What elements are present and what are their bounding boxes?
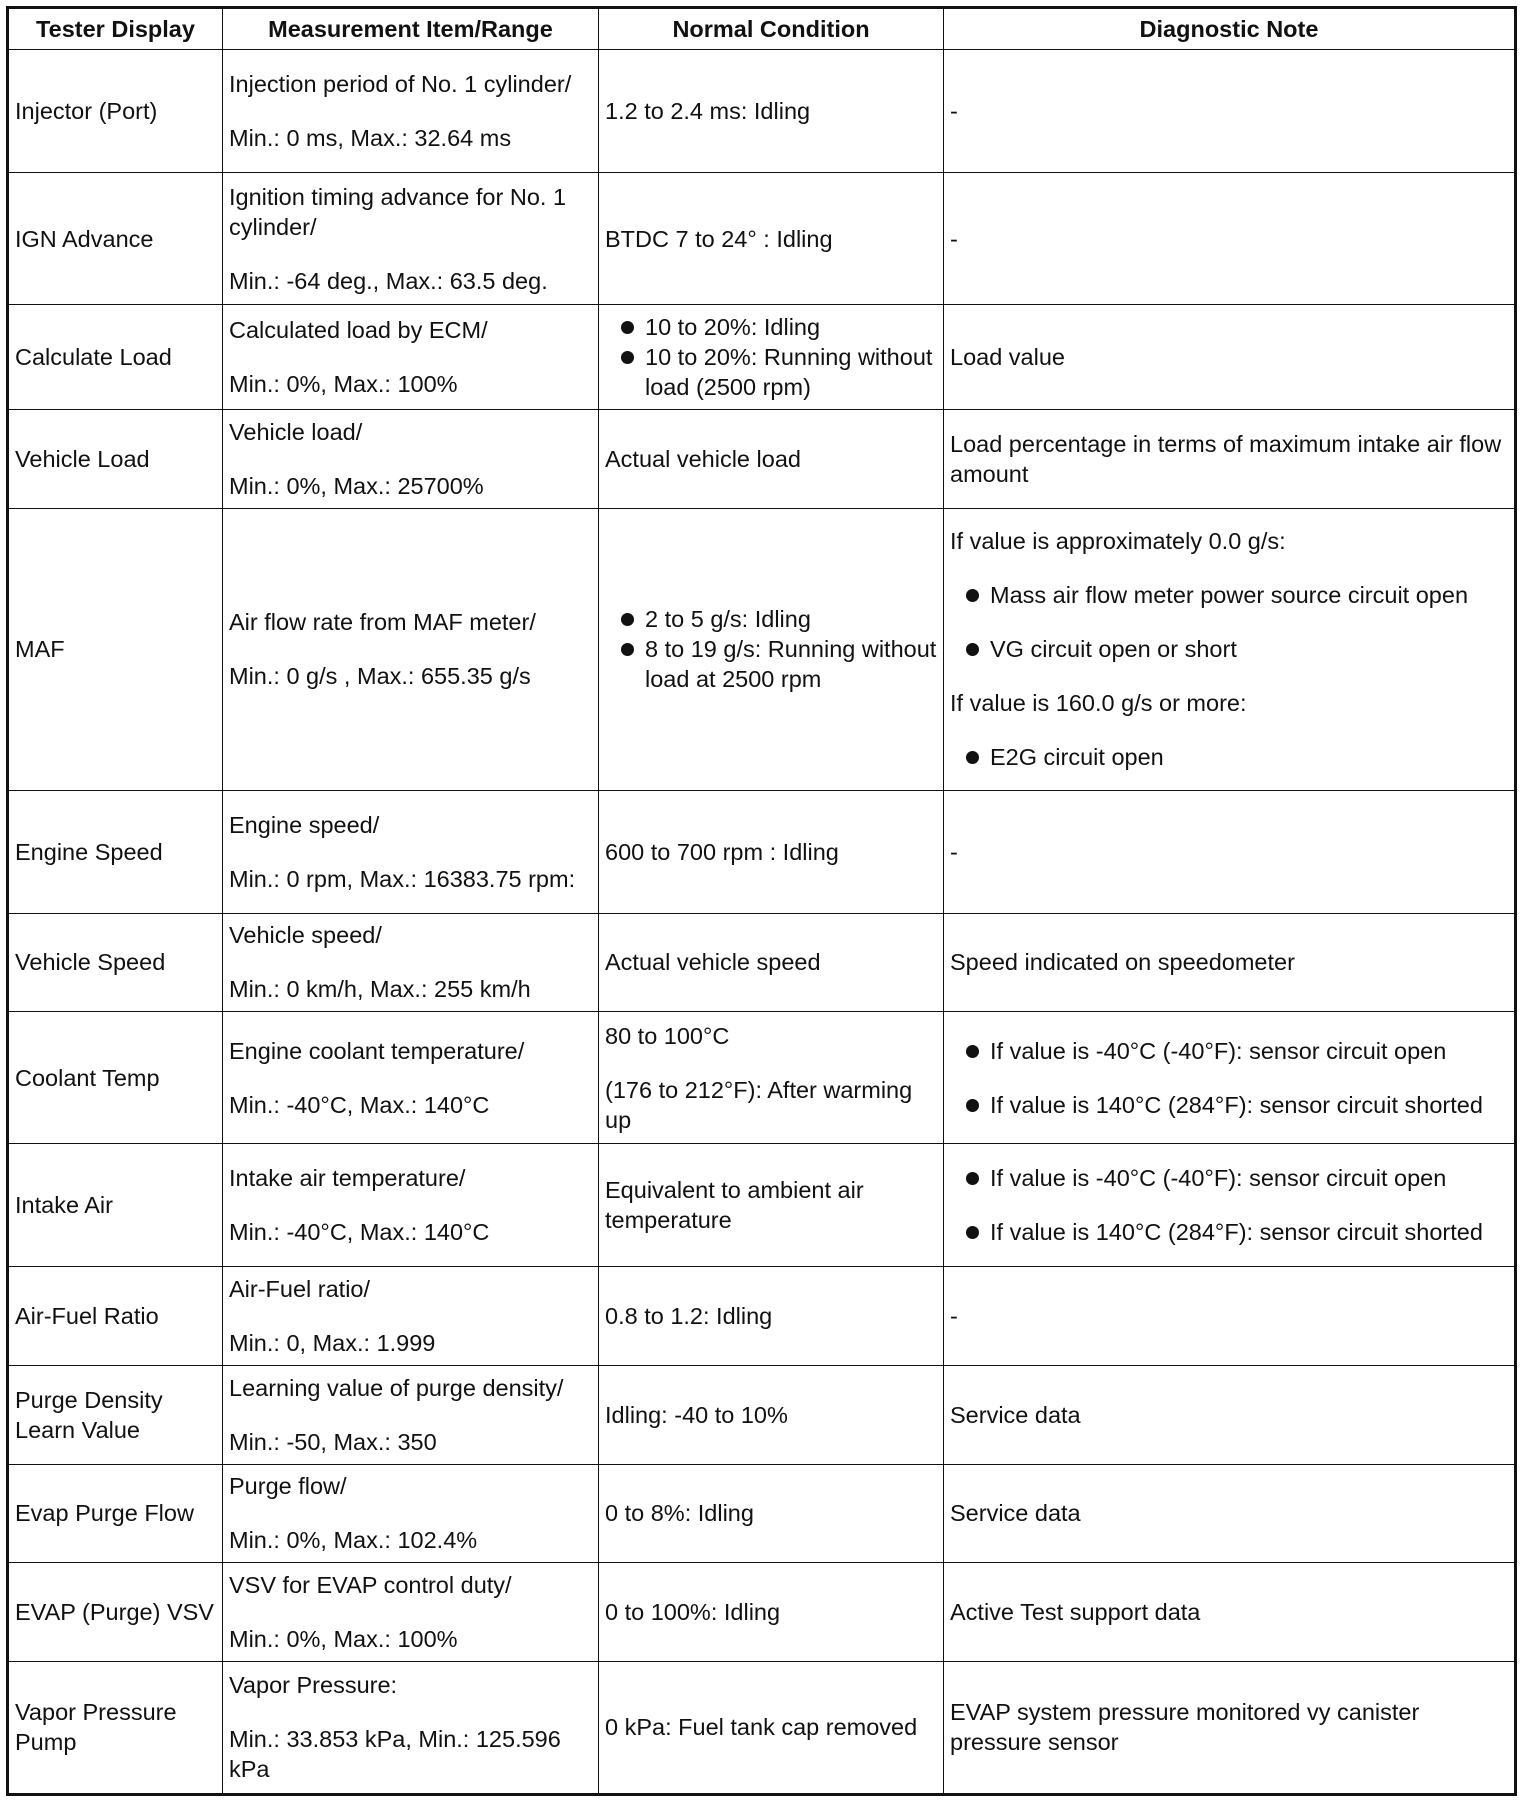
cell-measurement-item	[223, 1267, 599, 1366]
measurement-range: Min.: 0 g/s , Max.: 655.35 g/s	[229, 663, 531, 690]
normal-condition-item: 2 to 5 g/s: Idling	[605, 604, 937, 634]
measurement-range: Min.: 0 km/h, Max.: 255 km/h	[229, 976, 531, 1003]
cell-tester-display: IGN Advance	[8, 173, 223, 305]
cell-normal-condition	[599, 410, 944, 509]
measurement-item: Intake air temperature/	[229, 1165, 466, 1192]
measurement-item: Engine speed/	[229, 811, 380, 838]
cell-tester-display: Injector (Port)	[8, 50, 223, 173]
measurement-item: Purge flow/	[229, 1473, 347, 1500]
note-item: If value is -40°C (-40°F): sensor circuit open	[950, 1163, 1508, 1193]
measurement-item: VSV for EVAP control duty/	[229, 1572, 512, 1598]
normal-condition-text: 0 kPa: Fuel tank cap removed	[605, 1714, 918, 1741]
cell-measurement-item	[223, 173, 599, 305]
measurement-range: Min.: 0%, Max.: 25700%	[229, 473, 484, 500]
cell-measurement-item	[223, 1012, 599, 1144]
measurement-range: Min.: -40°C, Max.: 140°C	[229, 1219, 490, 1246]
table-row	[8, 790, 1516, 913]
cell-tester-display: Calculate Load	[8, 304, 223, 409]
table-row	[8, 1563, 1516, 1662]
normal-condition-text: Actual vehicle speed	[605, 949, 821, 976]
normal-condition-list	[605, 604, 937, 694]
cell-diagnostic-note: -	[944, 1267, 1516, 1366]
cell-diagnostic-note: Load percentage in terms of maximum intake air flow amount	[944, 410, 1516, 509]
cell-tester-display: Coolant Temp	[8, 1012, 223, 1144]
normal-condition-text: 80 to 100°C	[605, 1022, 730, 1049]
cell-tester-display: Vehicle Speed	[8, 913, 223, 1012]
cell-measurement-item	[223, 410, 599, 509]
note-list	[950, 1036, 1508, 1120]
cell-tester-display: MAF	[8, 508, 223, 790]
measurement-range: Min.: 0%, Max.: 100%	[229, 371, 458, 398]
note-item: If value is 140°C (284°F): sensor circuit shorted	[950, 1090, 1508, 1120]
measurement-range: Min.: 0 rpm, Max.: 16383.75 rpm:	[229, 865, 576, 892]
note-condition: If value is 160.0 g/s or more:	[950, 690, 1247, 717]
normal-condition-list	[605, 312, 937, 402]
tester-data-table	[6, 6, 1517, 1796]
cell-measurement-item	[223, 50, 599, 173]
header-row	[8, 8, 1516, 50]
cell-measurement-item	[223, 790, 599, 913]
measurement-item: Learning value of purge density/	[229, 1374, 564, 1401]
cell-normal-condition	[599, 913, 944, 1012]
cell-normal-condition	[599, 304, 944, 409]
measurement-item: Engine coolant temperature/	[229, 1037, 525, 1064]
measurement-range: Min.: 0 ms, Max.: 32.64 ms	[229, 125, 512, 152]
measurement-item: Injection period of No. 1 cylinder/	[229, 71, 572, 98]
note-list	[950, 1163, 1508, 1247]
normal-condition-text: Idling: -40 to 10%	[605, 1401, 788, 1428]
cell-measurement-item	[223, 1563, 599, 1662]
cell-diagnostic-note	[944, 508, 1516, 790]
normal-condition-text: 600 to 700 rpm : Idling	[605, 838, 839, 865]
table-row	[8, 1464, 1516, 1563]
measurement-range: Min.: -50, Max.: 350	[229, 1428, 437, 1455]
cell-diagnostic-note: EVAP system pressure monitored vy canister pressure sensor	[944, 1661, 1516, 1794]
measurement-range: Min.: 0, Max.: 1.999	[229, 1330, 436, 1357]
note-item: VG circuit open or short	[950, 634, 1508, 664]
table-row	[8, 1144, 1516, 1267]
measurement-item: Air flow rate from MAF meter/	[229, 609, 536, 636]
note-item: E2G circuit open	[950, 742, 1508, 772]
measurement-range: Min.: 0%, Max.: 102.4%	[229, 1527, 478, 1554]
table-row	[8, 173, 1516, 305]
cell-normal-condition	[599, 790, 944, 913]
cell-normal-condition	[599, 1563, 944, 1662]
table-row	[8, 1661, 1516, 1794]
cell-diagnostic-note: Load value	[944, 304, 1516, 409]
cell-diagnostic-note: Service data	[944, 1365, 1516, 1464]
cell-diagnostic-note	[944, 1012, 1516, 1144]
cell-tester-display: EVAP (Purge) VSV	[8, 1563, 223, 1662]
cell-normal-condition	[599, 508, 944, 790]
header-measurement-item: Measurement Item/Range	[223, 8, 599, 50]
cell-normal-condition	[599, 1365, 944, 1464]
cell-tester-display: Air-Fuel Ratio	[8, 1267, 223, 1366]
table-row	[8, 410, 1516, 509]
measurement-range: Min.: -40°C, Max.: 140°C	[229, 1091, 490, 1118]
cell-tester-display: Vehicle Load	[8, 410, 223, 509]
normal-condition-text: 0 to 100%: Idling	[605, 1599, 781, 1625]
normal-condition-text: 0 to 8%: Idling	[605, 1500, 754, 1527]
table-row	[8, 50, 1516, 173]
measurement-range: Min.: -64 deg., Max.: 63.5 deg.	[229, 267, 548, 294]
cell-measurement-item	[223, 913, 599, 1012]
normal-condition-text: (176 to 212°F): After warming up	[605, 1076, 913, 1133]
cell-tester-display: Vapor Pressure Pump	[8, 1661, 223, 1794]
cell-normal-condition	[599, 1661, 944, 1794]
note-item: If value is 140°C (284°F): sensor circuit shorted	[950, 1217, 1508, 1247]
cell-diagnostic-note: -	[944, 173, 1516, 305]
cell-tester-display: Evap Purge Flow	[8, 1464, 223, 1563]
cell-measurement-item	[223, 1365, 599, 1464]
note-item: Mass air flow meter power source circuit open	[950, 580, 1508, 610]
normal-condition-text: 1.2 to 2.4 ms: Idling	[605, 98, 811, 125]
note-list	[950, 580, 1508, 664]
normal-condition-item: 10 to 20%: Running without load (2500 rpm)	[605, 342, 937, 402]
measurement-range: Min.: 0%, Max.: 100%	[229, 1626, 458, 1652]
table-row	[8, 508, 1516, 790]
measurement-item: Air-Fuel ratio/	[229, 1276, 371, 1303]
cell-tester-display: Purge Density Learn Value	[8, 1365, 223, 1464]
header-diagnostic-note: Diagnostic Note	[944, 8, 1516, 50]
measurement-item: Vehicle load/	[229, 419, 363, 446]
table-row	[8, 304, 1516, 409]
header-tester-display: Tester Display	[8, 8, 223, 50]
cell-diagnostic-note: -	[944, 50, 1516, 173]
cell-tester-display: Intake Air	[8, 1144, 223, 1267]
cell-normal-condition	[599, 1267, 944, 1366]
table-row	[8, 1012, 1516, 1144]
cell-diagnostic-note: -	[944, 790, 1516, 913]
cell-diagnostic-note: Active Test support data	[944, 1563, 1516, 1662]
normal-condition-text: Actual vehicle load	[605, 446, 801, 473]
cell-diagnostic-note: Service data	[944, 1464, 1516, 1563]
cell-normal-condition	[599, 1012, 944, 1144]
normal-condition-text: BTDC 7 to 24° : Idling	[605, 225, 833, 252]
note-item: If value is -40°C (-40°F): sensor circuit open	[950, 1036, 1508, 1066]
measurement-item: Vehicle speed/	[229, 922, 382, 949]
cell-measurement-item	[223, 1144, 599, 1267]
cell-measurement-item	[223, 304, 599, 409]
table-row	[8, 1267, 1516, 1366]
measurement-item: Ignition timing advance for No. 1 cylinder/	[229, 183, 567, 240]
normal-condition-text: Equivalent to ambient air temperature	[605, 1177, 864, 1234]
cell-diagnostic-note	[944, 1144, 1516, 1267]
cell-measurement-item	[223, 1464, 599, 1563]
measurement-range: Min.: 33.853 kPa, Min.: 125.596 kPa	[229, 1726, 561, 1783]
cell-tester-display: Engine Speed	[8, 790, 223, 913]
cell-normal-condition	[599, 50, 944, 173]
header-normal-condition: Normal Condition	[599, 8, 944, 50]
normal-condition-item: 10 to 20%: Idling	[605, 312, 937, 342]
table-row	[8, 1365, 1516, 1464]
cell-diagnostic-note: Speed indicated on speedometer	[944, 913, 1516, 1012]
note-condition: If value is approximately 0.0 g/s:	[950, 528, 1286, 555]
normal-condition-text: 0.8 to 1.2: Idling	[605, 1303, 773, 1330]
table-body	[8, 50, 1516, 1795]
measurement-item: Vapor Pressure:	[229, 1672, 398, 1699]
note-list	[950, 742, 1508, 772]
normal-condition-item: 8 to 19 g/s: Running without load at 2500 rpm	[605, 634, 937, 694]
table-row	[8, 913, 1516, 1012]
cell-normal-condition	[599, 1144, 944, 1267]
cell-measurement-item	[223, 508, 599, 790]
measurement-item: Calculated load by ECM/	[229, 317, 488, 344]
cell-measurement-item	[223, 1661, 599, 1794]
cell-normal-condition	[599, 173, 944, 305]
cell-normal-condition	[599, 1464, 944, 1563]
